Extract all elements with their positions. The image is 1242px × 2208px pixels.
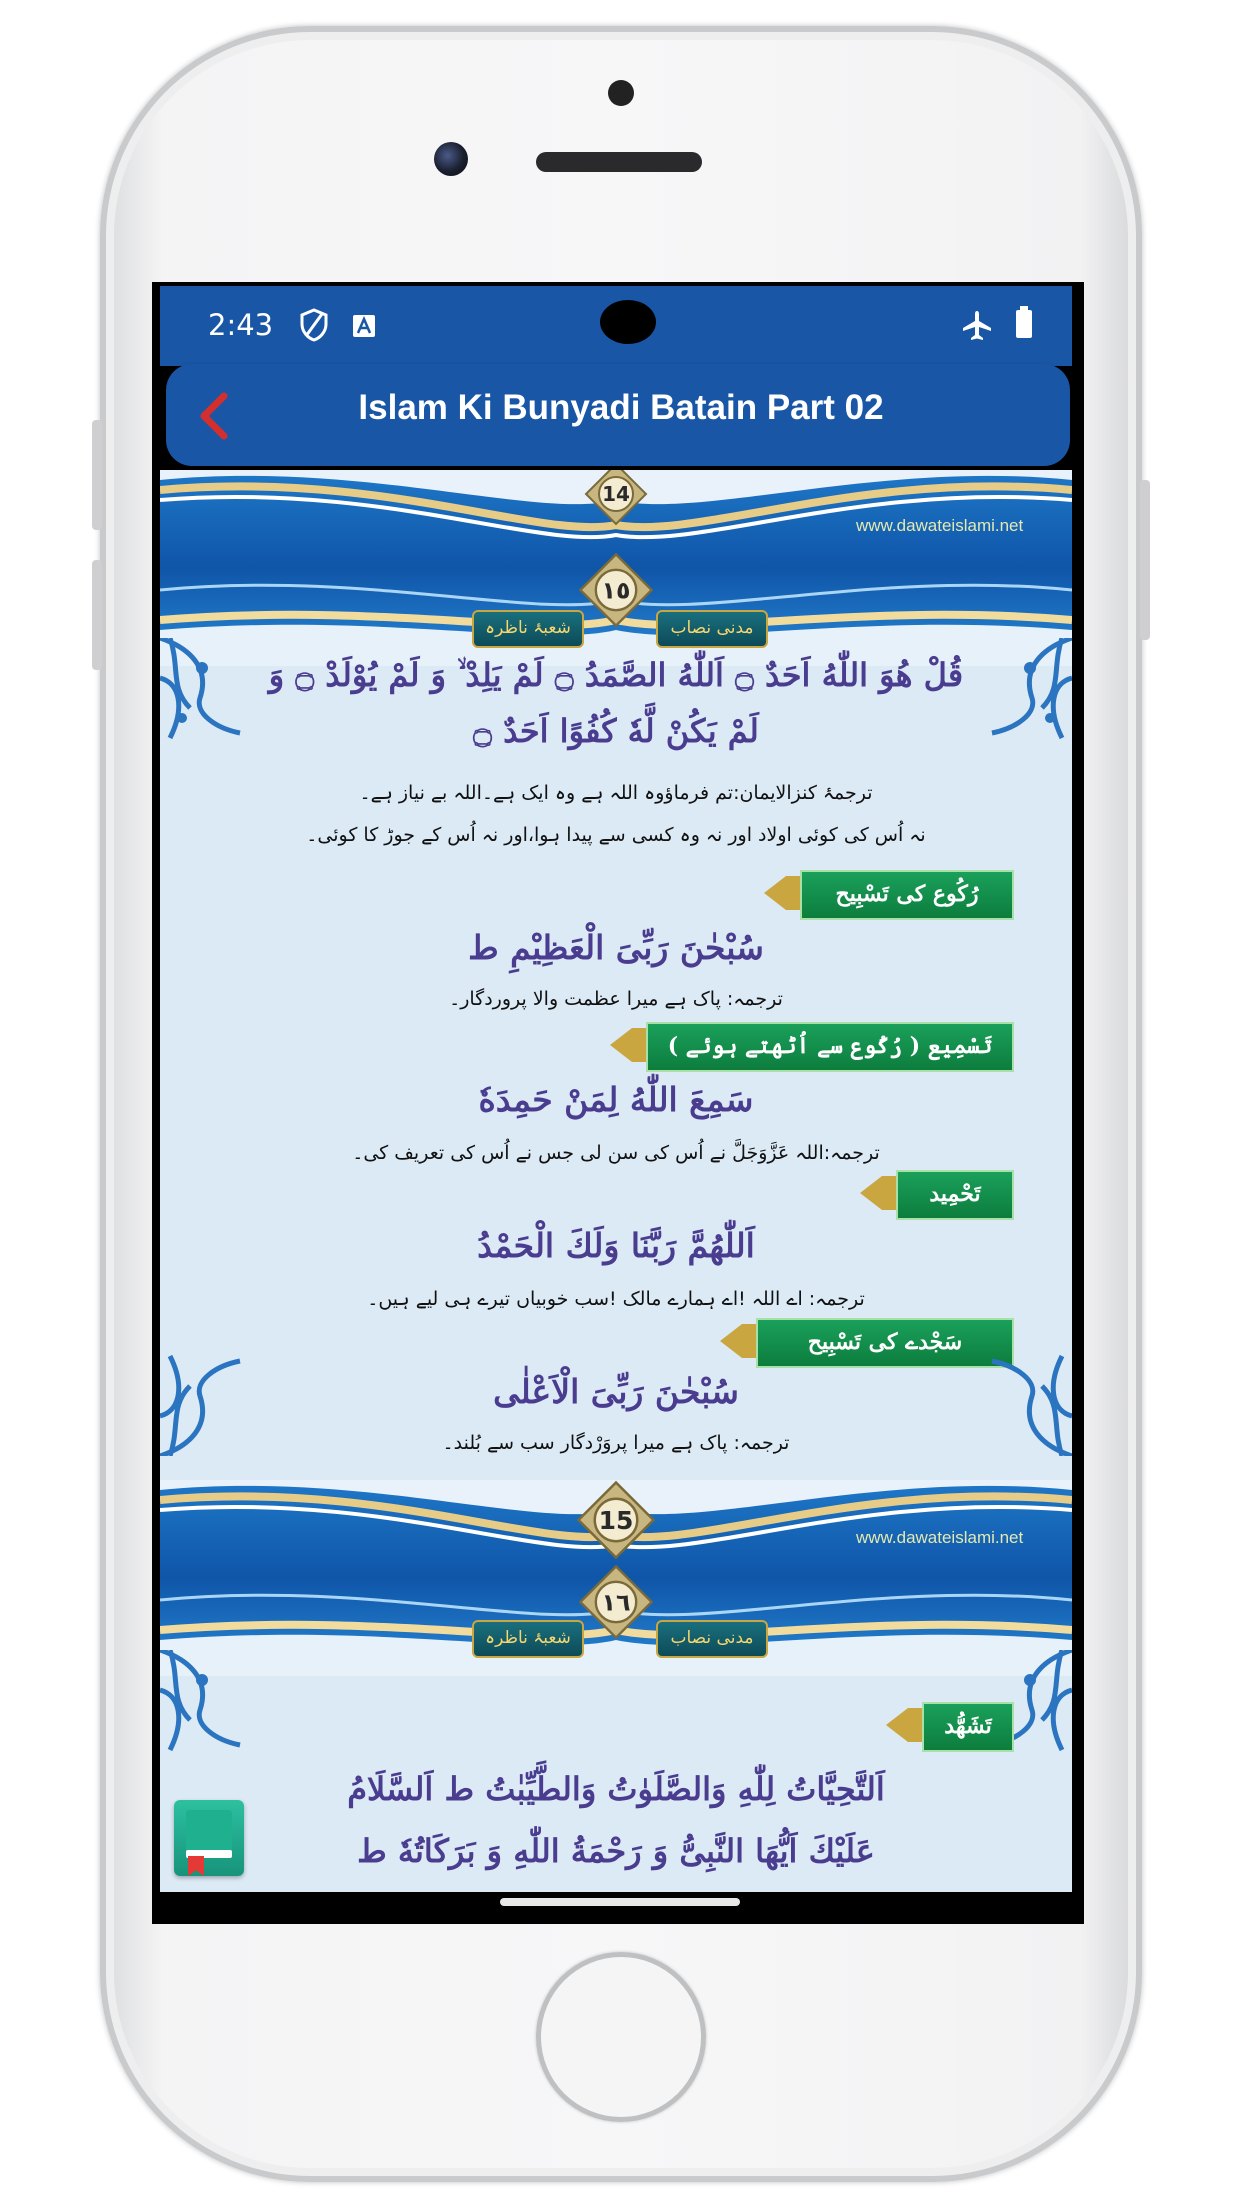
floral-corner-ornament [160,1346,256,1456]
translation-text: ترجمہ: پاک ہے میرا عظمت والا پروردگار۔ [449,988,783,1010]
page-number-text: 14 [602,482,630,506]
status-time: 2:43 [208,308,274,342]
volume-down-button [92,560,102,670]
section-label-tashahhud: تَشَهُّد [922,1702,1014,1752]
front-sensor [608,80,634,106]
label-arrow-ornament [610,1022,646,1068]
label-arrow-ornament [720,1318,756,1364]
translation-text: نہ اُس کی کوئی اولاد اور نہ وہ کسی سے پیدا ہوا،اور نہ اُس کے جوڑ کا کوئی۔ [306,824,926,846]
front-camera [434,142,468,176]
dua-text: سُبْحٰنَ رَبِّیَ الْعَظِیْمِ ط [468,928,764,967]
book-icon [182,1808,236,1860]
dua-text: سَمِعَ اللّٰهُ لِمَنْ حَمِدَهٗ [478,1080,754,1119]
label-arrow-ornament [860,1170,896,1216]
navigation-bar [152,1892,1084,1924]
label-arrow-ornament [886,1702,922,1748]
tag-shoba-nazira: شعبۂ ناظرہ [472,610,584,648]
earpiece-speaker [536,152,702,172]
translation-text: ترجمۂ کنزالایمان:تم فرماؤوہ اللہ ہے وہ ایک ہے۔اللہ بے نیاز ہے۔ [359,782,873,804]
verse-line: قُلْ هُوَ اللّٰهُ اَحَدٌ ۝ اَللّٰهُ الصَّمَدُ ۝ لَمْ یَلِدْ ۙ وَ لَمْ یُوْلَدْ ۝ وَ [268,656,964,694]
back-button[interactable] [186,386,246,446]
gesture-handle[interactable] [500,1898,740,1906]
book-page-viewer[interactable] [160,470,1072,1892]
website-url: www.dawateislami.net [856,1528,1024,1547]
translation-text: ترجمہ: اے اللہ !اے ہمارے مالک !سب خوبیاں تیرے ہی لیے ہیں۔ [367,1288,865,1310]
shield-icon [300,308,328,342]
dua-text: سُبْحٰنَ رَبِّیَ الْاَعْلٰی [493,1372,739,1411]
chevron-left-icon [204,396,224,436]
page-number-text: ١٦ [601,1588,631,1617]
page-number-text: ١٥ [601,576,631,605]
home-button[interactable] [536,1952,706,2122]
section-label-ruku-tasbeeh: رُکُوع کی تَسْبِیح [800,870,1014,920]
page-number-badge [578,552,654,628]
power-button [1140,480,1150,640]
camera-cutout [600,300,656,344]
status-bar [160,286,1072,366]
battery-icon [1016,310,1032,338]
section-label-tahmeed: تَحْمِید [896,1170,1014,1220]
section-label-tasmee: تَسْمِیع ( رُکُوع سے اُٹھتے ہوئے ) [646,1022,1014,1072]
tag-madani-nisab: مدنی نصاب [656,1620,768,1658]
page-number-badge [576,1480,656,1560]
floral-corner-ornament [976,1346,1072,1456]
volume-up-button [92,420,102,530]
text-a-icon [352,314,376,338]
app-header [166,364,1070,466]
page-number-badge [584,470,648,526]
translation-text: ترجمہ:اللہ عَزَّوَجَلَّ نے اُس کی سن لی جس نے اُس کی تعریف کی۔ [352,1142,880,1164]
page-number-badge [578,1564,654,1640]
tag-shoba-nazira: شعبۂ ناظرہ [472,1620,584,1658]
website-url: www.dawateislami.net [856,516,1024,535]
label-arrow-ornament [764,870,800,916]
dua-text: اَللّٰهُمَّ رَبَّنَا وَلَكَ الْحَمْدُ [477,1226,755,1265]
section-label-sajda-tasbeeh: سَجْدے کی تَسْبِیح [756,1318,1014,1368]
bookmarks-button[interactable] [174,1800,244,1876]
dua-text: عَلَیْكَ اَیُّهَا النَّبِیُّ وَ رَحْمَةُ اللّٰهِ وَ بَرَكَاتُهٗ ط [357,1832,875,1870]
airplane-icon [960,308,994,342]
page-number-text: 15 [598,1505,634,1535]
verse-line: لَمْ یَكُنْ لَّهٗ كُفُوًا اَحَدٌ ۝ [473,712,759,750]
phone-screen [152,282,1084,1924]
page-title: Islam Ki Bunyadi Batain Part 02 [358,388,884,427]
bookmark-icon [188,1856,204,1876]
dua-text: اَلتَّحِیَّاتُ لِلّٰهِ وَالصَّلَوٰتُ وَالطَّیِّبٰتُ ط اَلسَّلَامُ [347,1770,885,1808]
tag-madani-nisab: مدنی نصاب [656,610,768,648]
translation-text: ترجمہ: پاک ہے میرا پروَرْدگار سب سے بُلند۔ [442,1432,790,1454]
floral-corner-ornament [160,1650,256,1760]
